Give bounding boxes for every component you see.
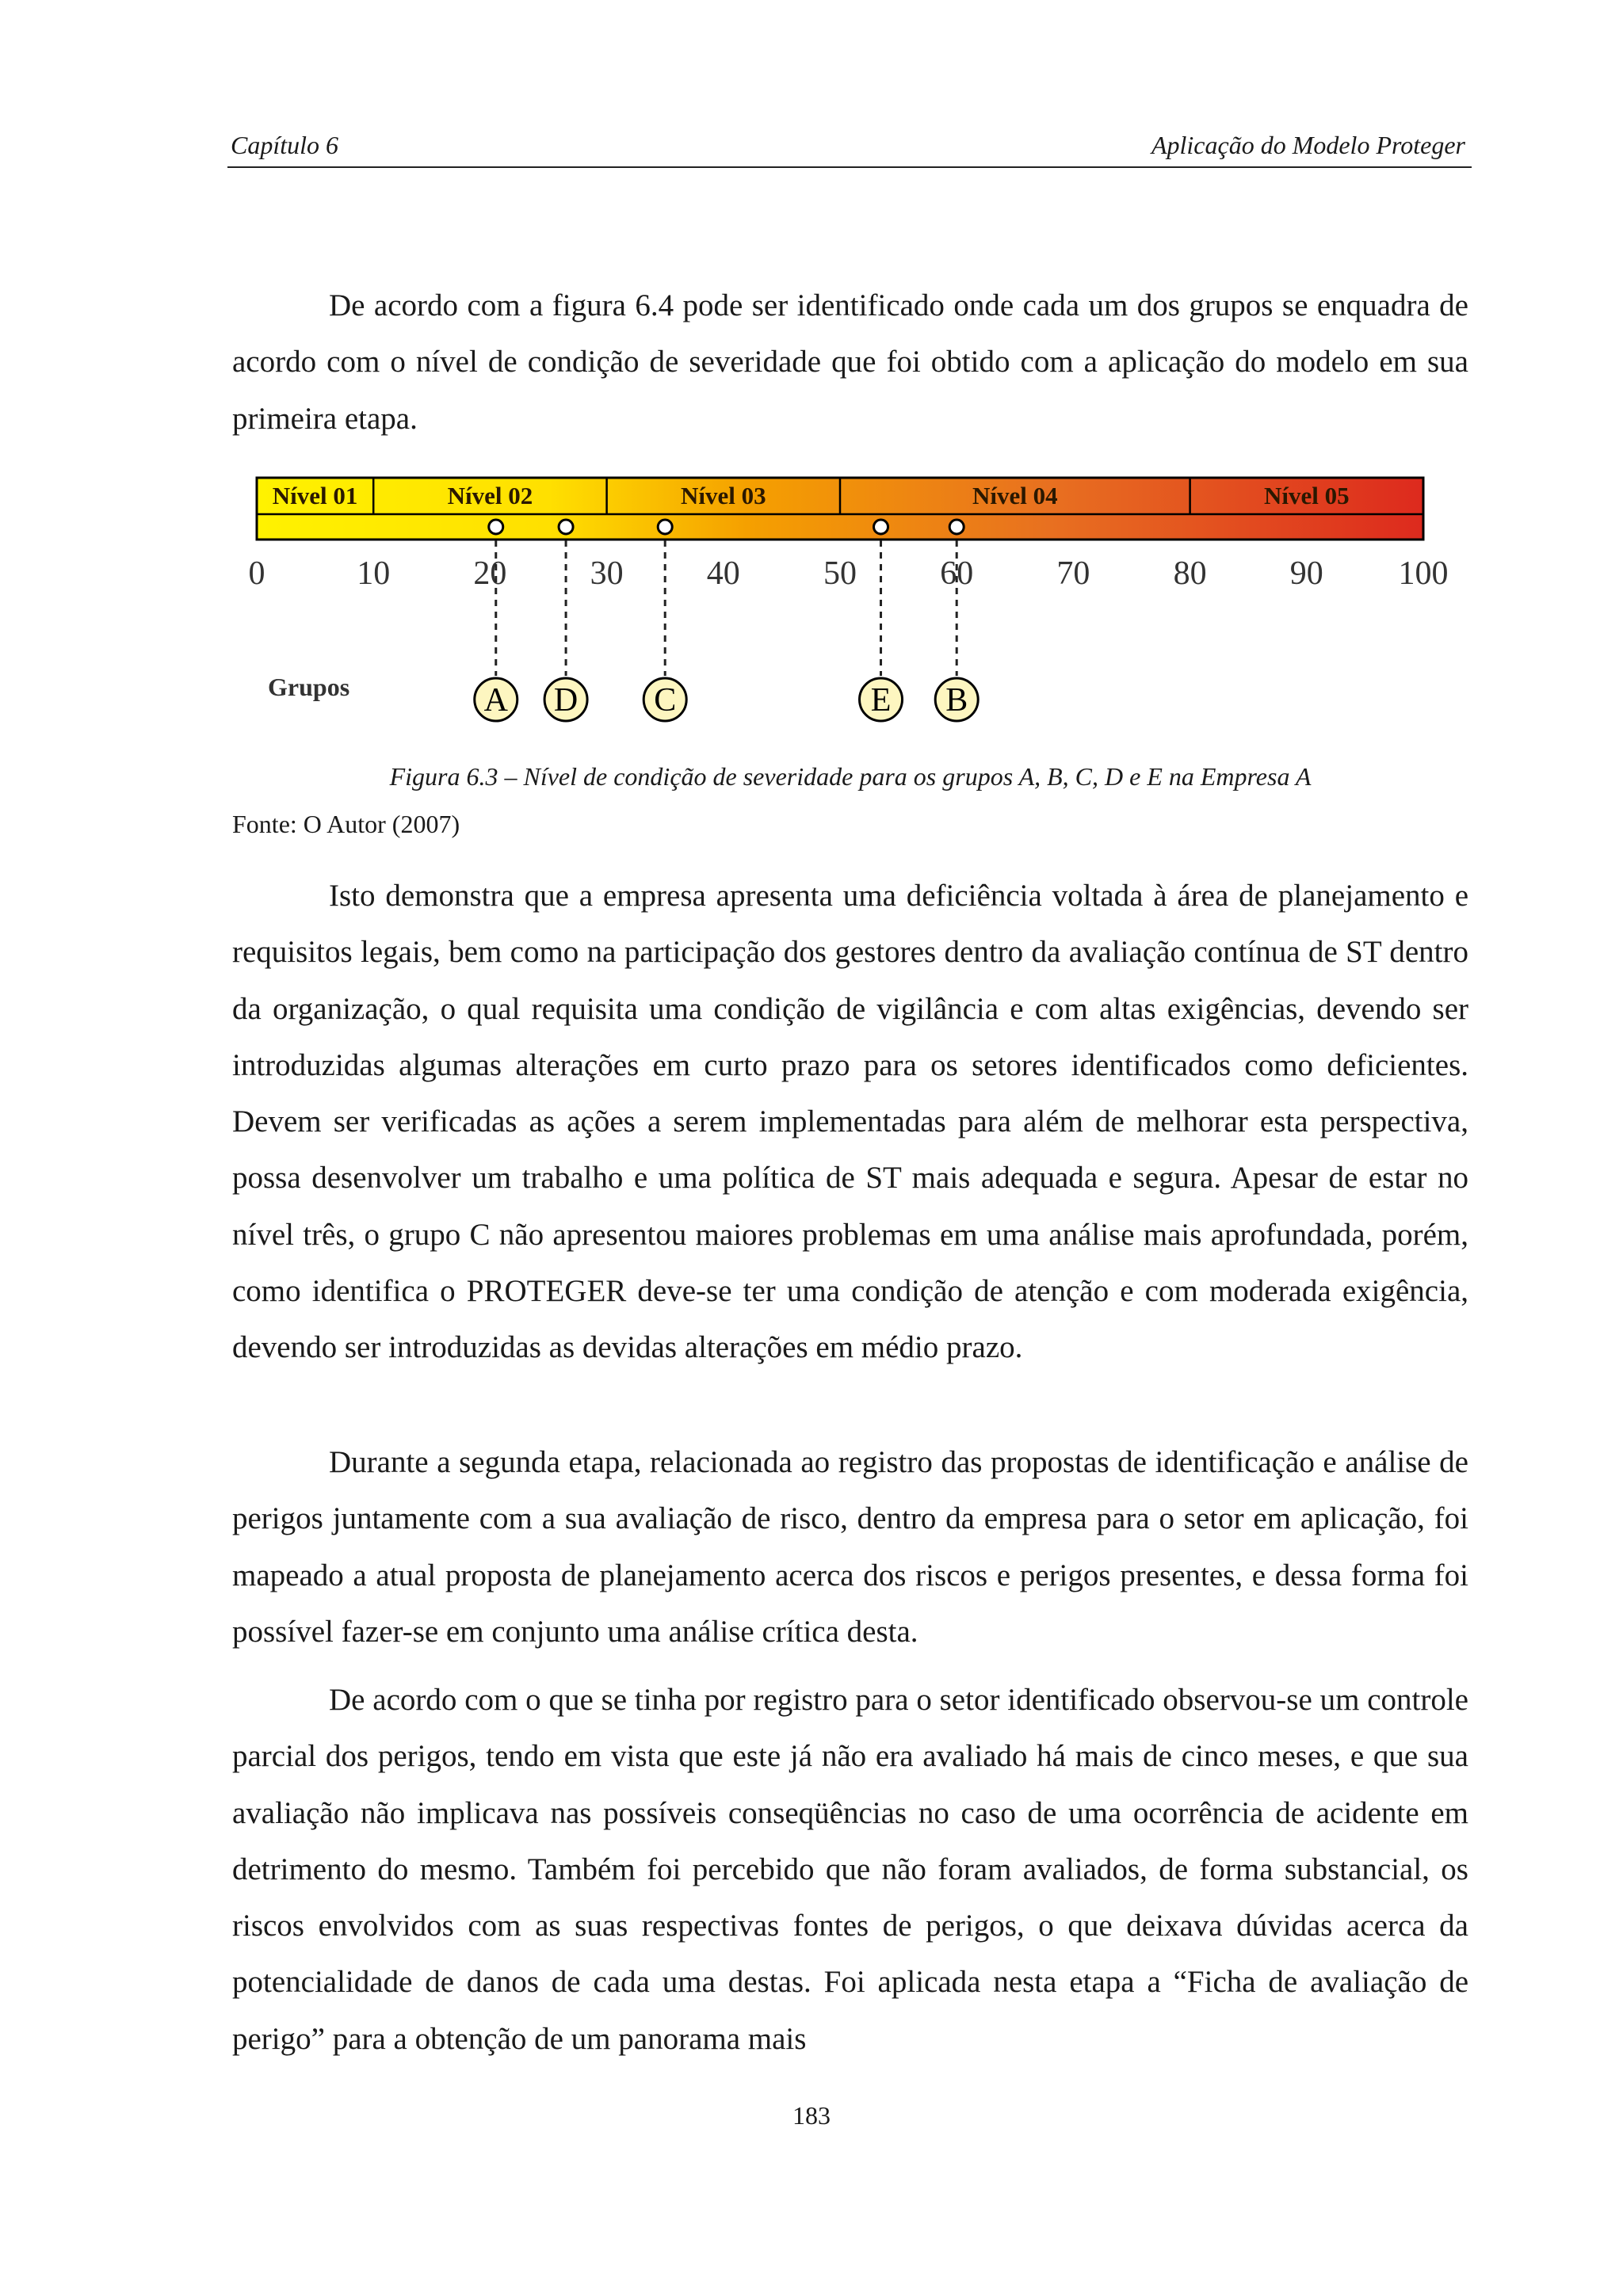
group-marker-label: C: [654, 682, 677, 719]
group-marker-label: E: [870, 682, 892, 719]
tick-label: 20: [473, 555, 507, 592]
group-scale-dot: [949, 520, 964, 534]
tick-label: 60: [940, 555, 974, 592]
tick-label: 50: [823, 555, 857, 592]
level-label: Nível 02: [447, 482, 533, 509]
page-number: 183: [792, 2101, 831, 2130]
paragraph-3: Durante a segunda etapa, relacionada ao registro das propostas de identificação e análise de perigos juntamente com a sua avaliação de risco, dentro da empresa para o setor em aplicação, foi mapeado a atual proposta de planejamento acerca dos riscos e perigos presentes, e dessa forma foi possível fazer-se em conjunto uma análise crítica desta.: [232, 1445, 1468, 1649]
tick-label: 0: [248, 555, 265, 592]
tick-label: 40: [706, 555, 740, 592]
groups-label: Grupos: [268, 673, 350, 701]
chapter-label: Capítulo 6: [231, 131, 339, 159]
group-marker-label: A: [483, 682, 508, 719]
tick-label: 10: [357, 555, 391, 592]
group-scale-dot: [658, 520, 672, 534]
group-scale-dot: [559, 520, 573, 534]
paragraph-2: Isto demonstra que a empresa apresenta uma deficiência voltada à área de planejamento e requisitos legais, bem como na participação dos gestores dentro da avaliação contínua de ST dentro da organização, o qual requisita uma condição de vigilância e com altas exigências, devendo ser introduzidas algumas alterações em curto prazo para os setores identificados como deficientes. Devem ser verificadas as ações a serem implementadas para além de melhorar esta perspectiva, possa desenvolver um trabalho e uma política de ST mais adequada e segura. Apesar de estar no nível três, o grupo C não apresentou maiores problemas em uma análise mais aprofundada, porém, como identifica o PROTEGER deve-se ter uma condição de atenção e com moderada exigência, devendo ser introduzidas as devidas alterações em médio prazo.: [232, 879, 1468, 1365]
level-label: Nível 04: [972, 482, 1058, 509]
tick-label: 100: [1398, 555, 1449, 592]
group-scale-dot: [874, 520, 888, 534]
tick-label: 30: [590, 555, 624, 592]
figure-source: Fonte: O Autor (2007): [232, 810, 460, 838]
group-marker-label: B: [945, 682, 968, 719]
level-label: Nível 03: [680, 482, 766, 509]
tick-label: 70: [1056, 555, 1090, 592]
tick-label: 90: [1289, 555, 1323, 592]
group-marker-label: D: [553, 682, 579, 719]
severity-scale-figure: [230, 471, 1482, 741]
group-scale-dot: [489, 520, 503, 534]
paragraph-1: De acordo com a figura 6.4 pode ser identificado onde cada um dos grupos se enquadra de acordo com o nível de condição de severidade que foi obtido com a aplicação do modelo em sua primeira etapa.: [232, 288, 1468, 436]
tick-label: 80: [1173, 555, 1207, 592]
level-label: Nível 05: [1263, 482, 1350, 509]
header-title: Aplicação do Modelo Proteger: [1151, 131, 1465, 159]
severity-scale-chart: [230, 471, 1482, 741]
level-label: Nível 01: [272, 482, 358, 509]
figure-caption: Figura 6.3 – Nível de condição de severidade para os grupos A, B, C, D e E na Empresa A: [389, 762, 1312, 791]
paragraph-4: De acordo com o que se tinha por registro para o setor identificado observou-se um controle parcial dos perigos, tendo em vista que este já não era avaliado há mais de cinco meses, e que sua avaliação não implicava nas possíveis conseqüências no caso de uma ocorrência de acidente em detrimento do mesmo. Também foi percebido que não foram avaliados, de forma substancial, os riscos envolvidos com as suas respectivas fontes de perigos, o que deixava dúvidas acerca da potencialidade de danos de cada uma destas. Foi aplicada nesta etapa a “Ficha de avaliação de perigo” para a obtenção de um panorama mais: [232, 1683, 1468, 2056]
running-header: [227, 127, 1472, 168]
